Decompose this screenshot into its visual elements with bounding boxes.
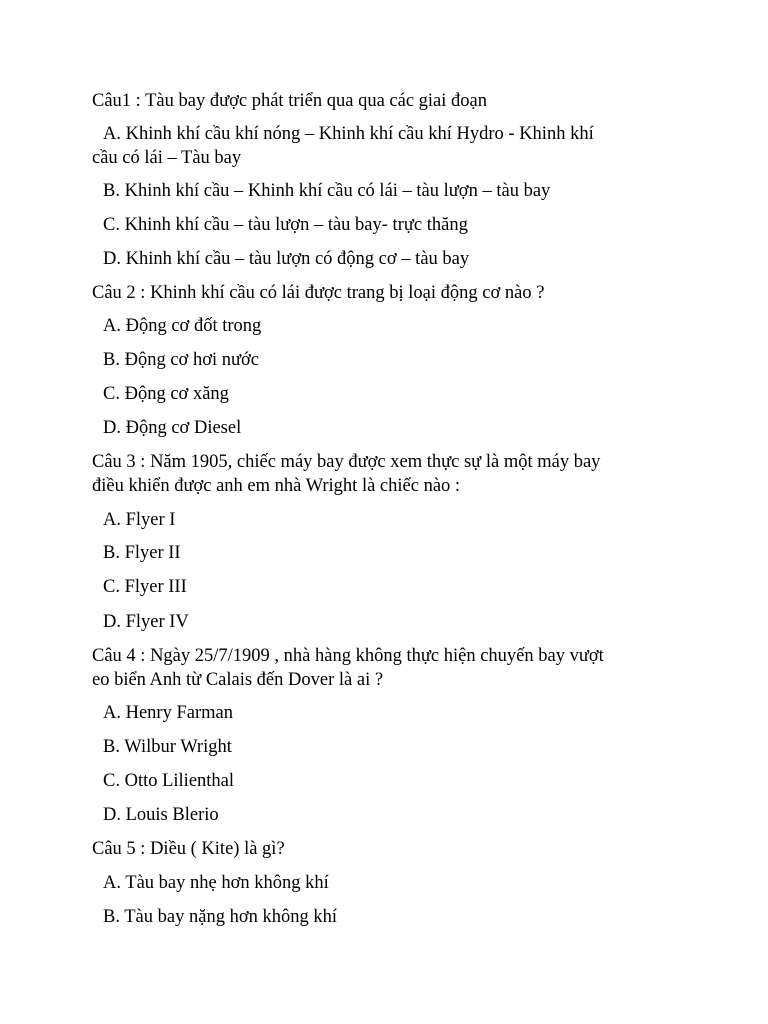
question-1-option-a-continued: cầu có lái – Tàu bay [92, 148, 242, 168]
question-4-option-d: D. Louis Blerio [103, 805, 219, 825]
question-5-text: Câu 5 : Diều ( Kite) là gì? [92, 839, 285, 859]
question-5-option-a: A. Tàu bay nhẹ hơn không khí [103, 873, 329, 893]
question-1-option-b: B. Khinh khí cầu – Khinh khí cầu có lái – tàu lượn – tàu bay [103, 181, 551, 201]
question-4-option-a: A. Henry Farman [103, 703, 233, 723]
question-1-text: Câu1 : Tàu bay được phát triển qua qua các giai đoạn [92, 91, 487, 111]
question-1-option-c: C. Khinh khí cầu – tàu lượn – tàu bay- trực thăng [103, 215, 468, 235]
question-3-text: Câu 3 : Năm 1905, chiếc máy bay được xem thực sự là một máy bay [92, 452, 601, 472]
question-2-option-b: B. Động cơ hơi nước [103, 350, 260, 370]
question-1-option-a: A. Khinh khí cầu khí nóng – Khinh khí cầu khí Hydro - Khinh khí [103, 124, 594, 144]
question-3-option-a: A. Flyer I [103, 510, 176, 530]
question-3-option-b: B. Flyer II [103, 543, 181, 563]
question-4-text-continued: eo biển Anh từ Calais đến Dover là ai ? [92, 670, 384, 690]
question-2-option-d: D. Động cơ Diesel [103, 418, 242, 438]
question-3-text-continued: điều khiển được anh em nhà Wright là chiếc nào : [92, 476, 461, 496]
question-2-option-a: A. Động cơ đốt trong [103, 316, 262, 336]
question-4-option-c: C. Otto Lilienthal [103, 771, 235, 791]
question-5-option-b: B. Tàu bay nặng hơn không khí [103, 907, 337, 927]
question-4-option-b: B. Wilbur Wright [103, 737, 232, 757]
question-4-text: Câu 4 : Ngày 25/7/1909 , nhà hàng không thực hiện chuyến bay vượt [92, 646, 604, 666]
question-2-option-c: C. Động cơ xăng [103, 384, 229, 404]
question-3-option-d: D. Flyer IV [103, 612, 189, 632]
question-2-text: Câu 2 : Khinh khí cầu có lái được trang bị loại động cơ nào ? [92, 283, 545, 303]
question-1-option-d: D. Khinh khí cầu – tàu lượn có động cơ – tàu bay [103, 249, 470, 269]
question-3-option-c: C. Flyer III [103, 577, 187, 597]
